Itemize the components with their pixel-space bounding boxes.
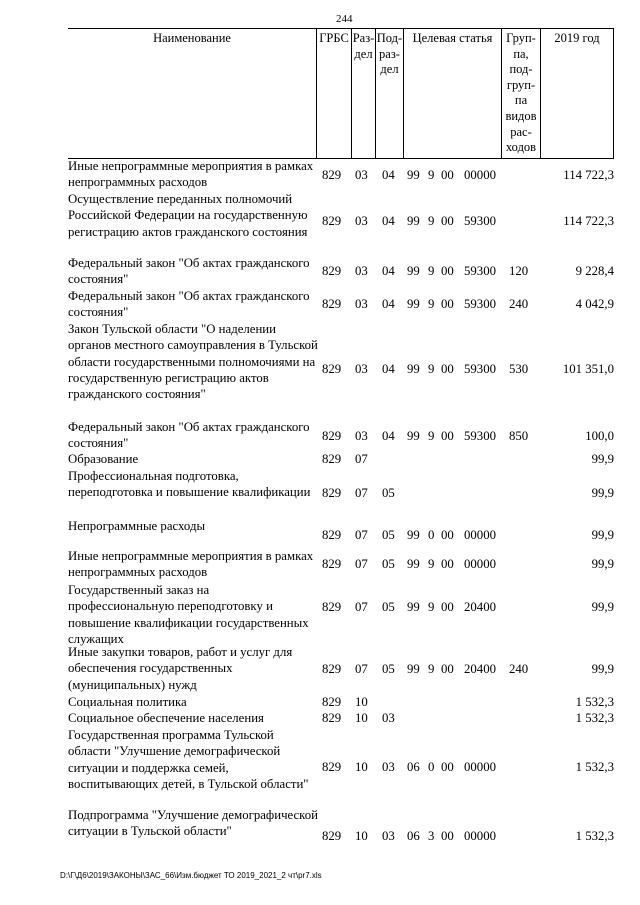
target-code-cell: 00000 bbox=[464, 168, 496, 182]
razdel-cell: 10 bbox=[355, 829, 368, 843]
target-direction-cell: 00 bbox=[441, 362, 454, 376]
razdel-cell: 07 bbox=[355, 600, 368, 614]
row-name: Образование bbox=[68, 452, 139, 466]
table-row bbox=[68, 288, 614, 321]
header-group-line: Груп- bbox=[506, 31, 536, 45]
amount-cell: 1 532,3 bbox=[575, 760, 614, 774]
row-name: Иные закупки товаров, работ и услуг для обеспечения государственных (муниципальных) нужд bbox=[68, 645, 293, 692]
row-name: Иные непрограммные мероприятия в рамках непрограммных расходов bbox=[68, 549, 314, 580]
target-program-cell: 06 bbox=[407, 760, 420, 774]
grbs-cell: 829 bbox=[322, 362, 342, 376]
target-code-cell: 00000 bbox=[464, 829, 496, 843]
row-name: Подпрограмма "Улучшение демографической ситуации в Тульской области" bbox=[68, 808, 318, 839]
target-program-cell: 99 bbox=[407, 214, 420, 228]
table-header bbox=[68, 28, 614, 159]
grbs-cell: 829 bbox=[322, 214, 342, 228]
amount-cell: 1 532,3 bbox=[575, 711, 614, 725]
target-program-cell: 99 bbox=[407, 297, 420, 311]
header-group-line: ходов bbox=[505, 140, 537, 155]
target-code-cell: 00000 bbox=[464, 557, 496, 571]
grbs-cell: 829 bbox=[322, 760, 342, 774]
row-name: Осуществление переданных полномочий Российской Федерации на государственную регистрацию актов гражданского состояния bbox=[68, 192, 308, 239]
table-row bbox=[68, 321, 614, 419]
target-direction-cell: 00 bbox=[441, 168, 454, 182]
target-code-cell: 59300 bbox=[464, 297, 496, 311]
header-group-line: па, bbox=[513, 46, 529, 61]
podrazdel-cell: 05 bbox=[382, 662, 395, 676]
target-subprogram-cell: 9 bbox=[428, 600, 435, 614]
podrazdel-cell: 05 bbox=[382, 600, 395, 614]
header-razdel-line: Раз- bbox=[352, 31, 375, 45]
expense-group-cell: 530 bbox=[509, 362, 529, 376]
razdel-cell: 03 bbox=[355, 264, 368, 278]
table-body bbox=[68, 158, 614, 873]
header-group-line: па bbox=[514, 93, 528, 108]
razdel-cell: 10 bbox=[355, 760, 368, 774]
header-group-line: рас- bbox=[510, 124, 532, 139]
table-row bbox=[68, 158, 614, 191]
target-subprogram-cell: 9 bbox=[428, 557, 435, 571]
razdel-cell: 03 bbox=[355, 214, 368, 228]
target-code-cell: 00000 bbox=[464, 760, 496, 774]
header-podrazdel-line: раз- bbox=[379, 46, 400, 61]
podrazdel-cell: 04 bbox=[382, 168, 395, 182]
amount-cell: 99,9 bbox=[591, 528, 614, 542]
target-program-cell: 99 bbox=[407, 264, 420, 278]
target-subprogram-cell: 9 bbox=[428, 168, 435, 182]
header-year: 2019 год bbox=[540, 29, 614, 158]
expense-group-cell: 850 bbox=[509, 429, 529, 443]
razdel-cell: 03 bbox=[355, 297, 368, 311]
table-row bbox=[68, 191, 614, 255]
amount-cell: 99,9 bbox=[591, 486, 614, 500]
target-code-cell: 59300 bbox=[464, 429, 496, 443]
podrazdel-cell: 04 bbox=[382, 362, 395, 376]
row-name: Федеральный закон "Об актах гражданского состояния" bbox=[68, 420, 310, 451]
header-podrazdel-line: дел bbox=[380, 62, 399, 77]
row-name: Федеральный закон "Об актах гражданского состояния" bbox=[68, 289, 310, 320]
target-program-cell: 99 bbox=[407, 429, 420, 443]
table-row bbox=[68, 644, 614, 694]
razdel-cell: 03 bbox=[355, 168, 368, 182]
target-subprogram-cell: 9 bbox=[428, 362, 435, 376]
row-name: Непрограммные расходы bbox=[68, 519, 206, 533]
target-program-cell: 99 bbox=[407, 557, 420, 571]
grbs-cell: 829 bbox=[322, 600, 342, 614]
target-code-cell: 59300 bbox=[464, 362, 496, 376]
amount-cell: 114 722,3 bbox=[563, 214, 614, 228]
razdel-cell: 10 bbox=[355, 711, 368, 725]
header-group-line: под- bbox=[509, 62, 533, 77]
grbs-cell: 829 bbox=[322, 711, 342, 725]
target-program-cell: 99 bbox=[407, 600, 420, 614]
target-program-cell: 99 bbox=[407, 528, 420, 542]
target-direction-cell: 00 bbox=[441, 264, 454, 278]
grbs-cell: 829 bbox=[322, 829, 342, 843]
podrazdel-cell: 05 bbox=[382, 528, 395, 542]
amount-cell: 99,9 bbox=[591, 600, 614, 614]
grbs-cell: 829 bbox=[322, 557, 342, 571]
table-row bbox=[68, 468, 614, 518]
podrazdel-cell: 05 bbox=[382, 486, 395, 500]
razdel-cell: 10 bbox=[355, 695, 368, 709]
amount-cell: 9 228,4 bbox=[575, 264, 614, 278]
target-program-cell: 99 bbox=[407, 662, 420, 676]
razdel-cell: 03 bbox=[355, 429, 368, 443]
amount-cell: 1 532,3 bbox=[575, 829, 614, 843]
podrazdel-cell: 04 bbox=[382, 297, 395, 311]
target-code-cell: 20400 bbox=[464, 662, 496, 676]
target-subprogram-cell: 9 bbox=[428, 662, 435, 676]
podrazdel-cell: 04 bbox=[382, 214, 395, 228]
target-subprogram-cell: 9 bbox=[428, 264, 435, 278]
header-name: Наименование bbox=[153, 31, 231, 45]
table-row bbox=[68, 255, 614, 288]
target-direction-cell: 00 bbox=[441, 829, 454, 843]
podrazdel-cell: 03 bbox=[382, 760, 395, 774]
header-group-line: груп- bbox=[506, 77, 536, 92]
target-direction-cell: 00 bbox=[441, 214, 454, 228]
target-direction-cell: 00 bbox=[441, 662, 454, 676]
target-subprogram-cell: 0 bbox=[428, 760, 435, 774]
grbs-cell: 829 bbox=[322, 486, 342, 500]
row-name: Социальная политика bbox=[68, 695, 187, 709]
target-direction-cell: 00 bbox=[441, 760, 454, 774]
grbs-cell: 829 bbox=[322, 452, 342, 466]
grbs-cell: 829 bbox=[322, 429, 342, 443]
target-subprogram-cell: 9 bbox=[428, 297, 435, 311]
file-path-footer: D:\Г\Д6\2019\ЗАКОНЫ\ЗАС_66\Изм.бюджет ТО 2019_2021_2 чт\pr7.xls bbox=[60, 871, 322, 880]
expense-group-cell: 120 bbox=[509, 264, 529, 278]
podrazdel-cell: 03 bbox=[382, 829, 395, 843]
target-direction-cell: 00 bbox=[441, 600, 454, 614]
grbs-cell: 829 bbox=[322, 168, 342, 182]
razdel-cell: 07 bbox=[355, 452, 368, 466]
grbs-cell: 829 bbox=[322, 264, 342, 278]
target-direction-cell: 00 bbox=[441, 429, 454, 443]
amount-cell: 99,9 bbox=[591, 557, 614, 571]
table-row bbox=[68, 582, 614, 644]
amount-cell: 4 042,9 bbox=[575, 297, 614, 311]
amount-cell: 101 351,0 bbox=[562, 362, 614, 376]
row-name: Профессиональная подготовка, переподготовка и повышение квалификации bbox=[68, 469, 311, 500]
header-target: Целевая статья bbox=[403, 29, 501, 158]
row-name: Закон Тульской области "О наделении органов местного самоуправления в Тульской области государственными полномочиями на государственную регистрацию актов гражданского состояния" bbox=[68, 322, 318, 402]
table-row bbox=[68, 694, 614, 710]
header-podrazdel-line: Под- bbox=[376, 31, 403, 45]
podrazdel-cell: 05 bbox=[382, 557, 395, 571]
row-name: Государственный заказ на профессиональную переподготовку и повышение квалификации государственных служащих bbox=[68, 583, 309, 646]
target-direction-cell: 00 bbox=[441, 297, 454, 311]
target-code-cell: 59300 bbox=[464, 264, 496, 278]
target-code-cell: 59300 bbox=[464, 214, 496, 228]
target-program-cell: 99 bbox=[407, 168, 420, 182]
podrazdel-cell: 04 bbox=[382, 264, 395, 278]
row-name: Иные непрограммные мероприятия в рамках непрограммных расходов bbox=[68, 159, 314, 190]
table-row bbox=[68, 518, 614, 548]
expense-group-cell: 240 bbox=[509, 662, 529, 676]
grbs-cell: 829 bbox=[322, 695, 342, 709]
row-name: Социальное обеспечение населения bbox=[68, 711, 264, 725]
page-number: 244 bbox=[336, 13, 353, 25]
target-direction-cell: 00 bbox=[441, 528, 454, 542]
target-direction-cell: 00 bbox=[441, 557, 454, 571]
target-program-cell: 99 bbox=[407, 362, 420, 376]
header-grbs: ГРБС bbox=[316, 29, 351, 158]
amount-cell: 114 722,3 bbox=[563, 168, 614, 182]
table-row bbox=[68, 548, 614, 582]
target-code-cell: 20400 bbox=[464, 600, 496, 614]
razdel-cell: 07 bbox=[355, 557, 368, 571]
row-name: Государственная программа Тульской области "Улучшение демографической ситуации и поддержка семей, воспитывающих детей, в Тульской области" bbox=[68, 728, 309, 791]
target-subprogram-cell: 9 bbox=[428, 214, 435, 228]
header-podrazdel bbox=[375, 29, 403, 158]
podrazdel-cell: 03 bbox=[382, 711, 395, 725]
table-row bbox=[68, 710, 614, 727]
table-row bbox=[68, 451, 614, 468]
grbs-cell: 829 bbox=[322, 297, 342, 311]
razdel-cell: 03 bbox=[355, 362, 368, 376]
amount-cell: 99,9 bbox=[591, 662, 614, 676]
target-subprogram-cell: 9 bbox=[428, 429, 435, 443]
target-program-cell: 06 bbox=[407, 829, 420, 843]
table-row bbox=[68, 727, 614, 807]
razdel-cell: 07 bbox=[355, 528, 368, 542]
razdel-cell: 07 bbox=[355, 486, 368, 500]
grbs-cell: 829 bbox=[322, 662, 342, 676]
table-row bbox=[68, 807, 614, 873]
amount-cell: 99,9 bbox=[591, 452, 614, 466]
target-subprogram-cell: 0 bbox=[428, 528, 435, 542]
header-group bbox=[501, 29, 540, 158]
grbs-cell: 829 bbox=[322, 528, 342, 542]
expense-group-cell: 240 bbox=[509, 297, 529, 311]
target-code-cell: 00000 bbox=[464, 528, 496, 542]
table-row bbox=[68, 419, 614, 451]
amount-cell: 100,0 bbox=[585, 429, 614, 443]
header-group-line: видов bbox=[505, 108, 537, 123]
podrazdel-cell: 04 bbox=[382, 429, 395, 443]
razdel-cell: 07 bbox=[355, 662, 368, 676]
row-name: Федеральный закон "Об актах гражданского состояния" bbox=[68, 256, 310, 287]
target-subprogram-cell: 3 bbox=[428, 829, 435, 843]
amount-cell: 1 532,3 bbox=[575, 695, 614, 709]
header-razdel-line: дел bbox=[354, 46, 373, 61]
header-razdel bbox=[351, 29, 375, 158]
